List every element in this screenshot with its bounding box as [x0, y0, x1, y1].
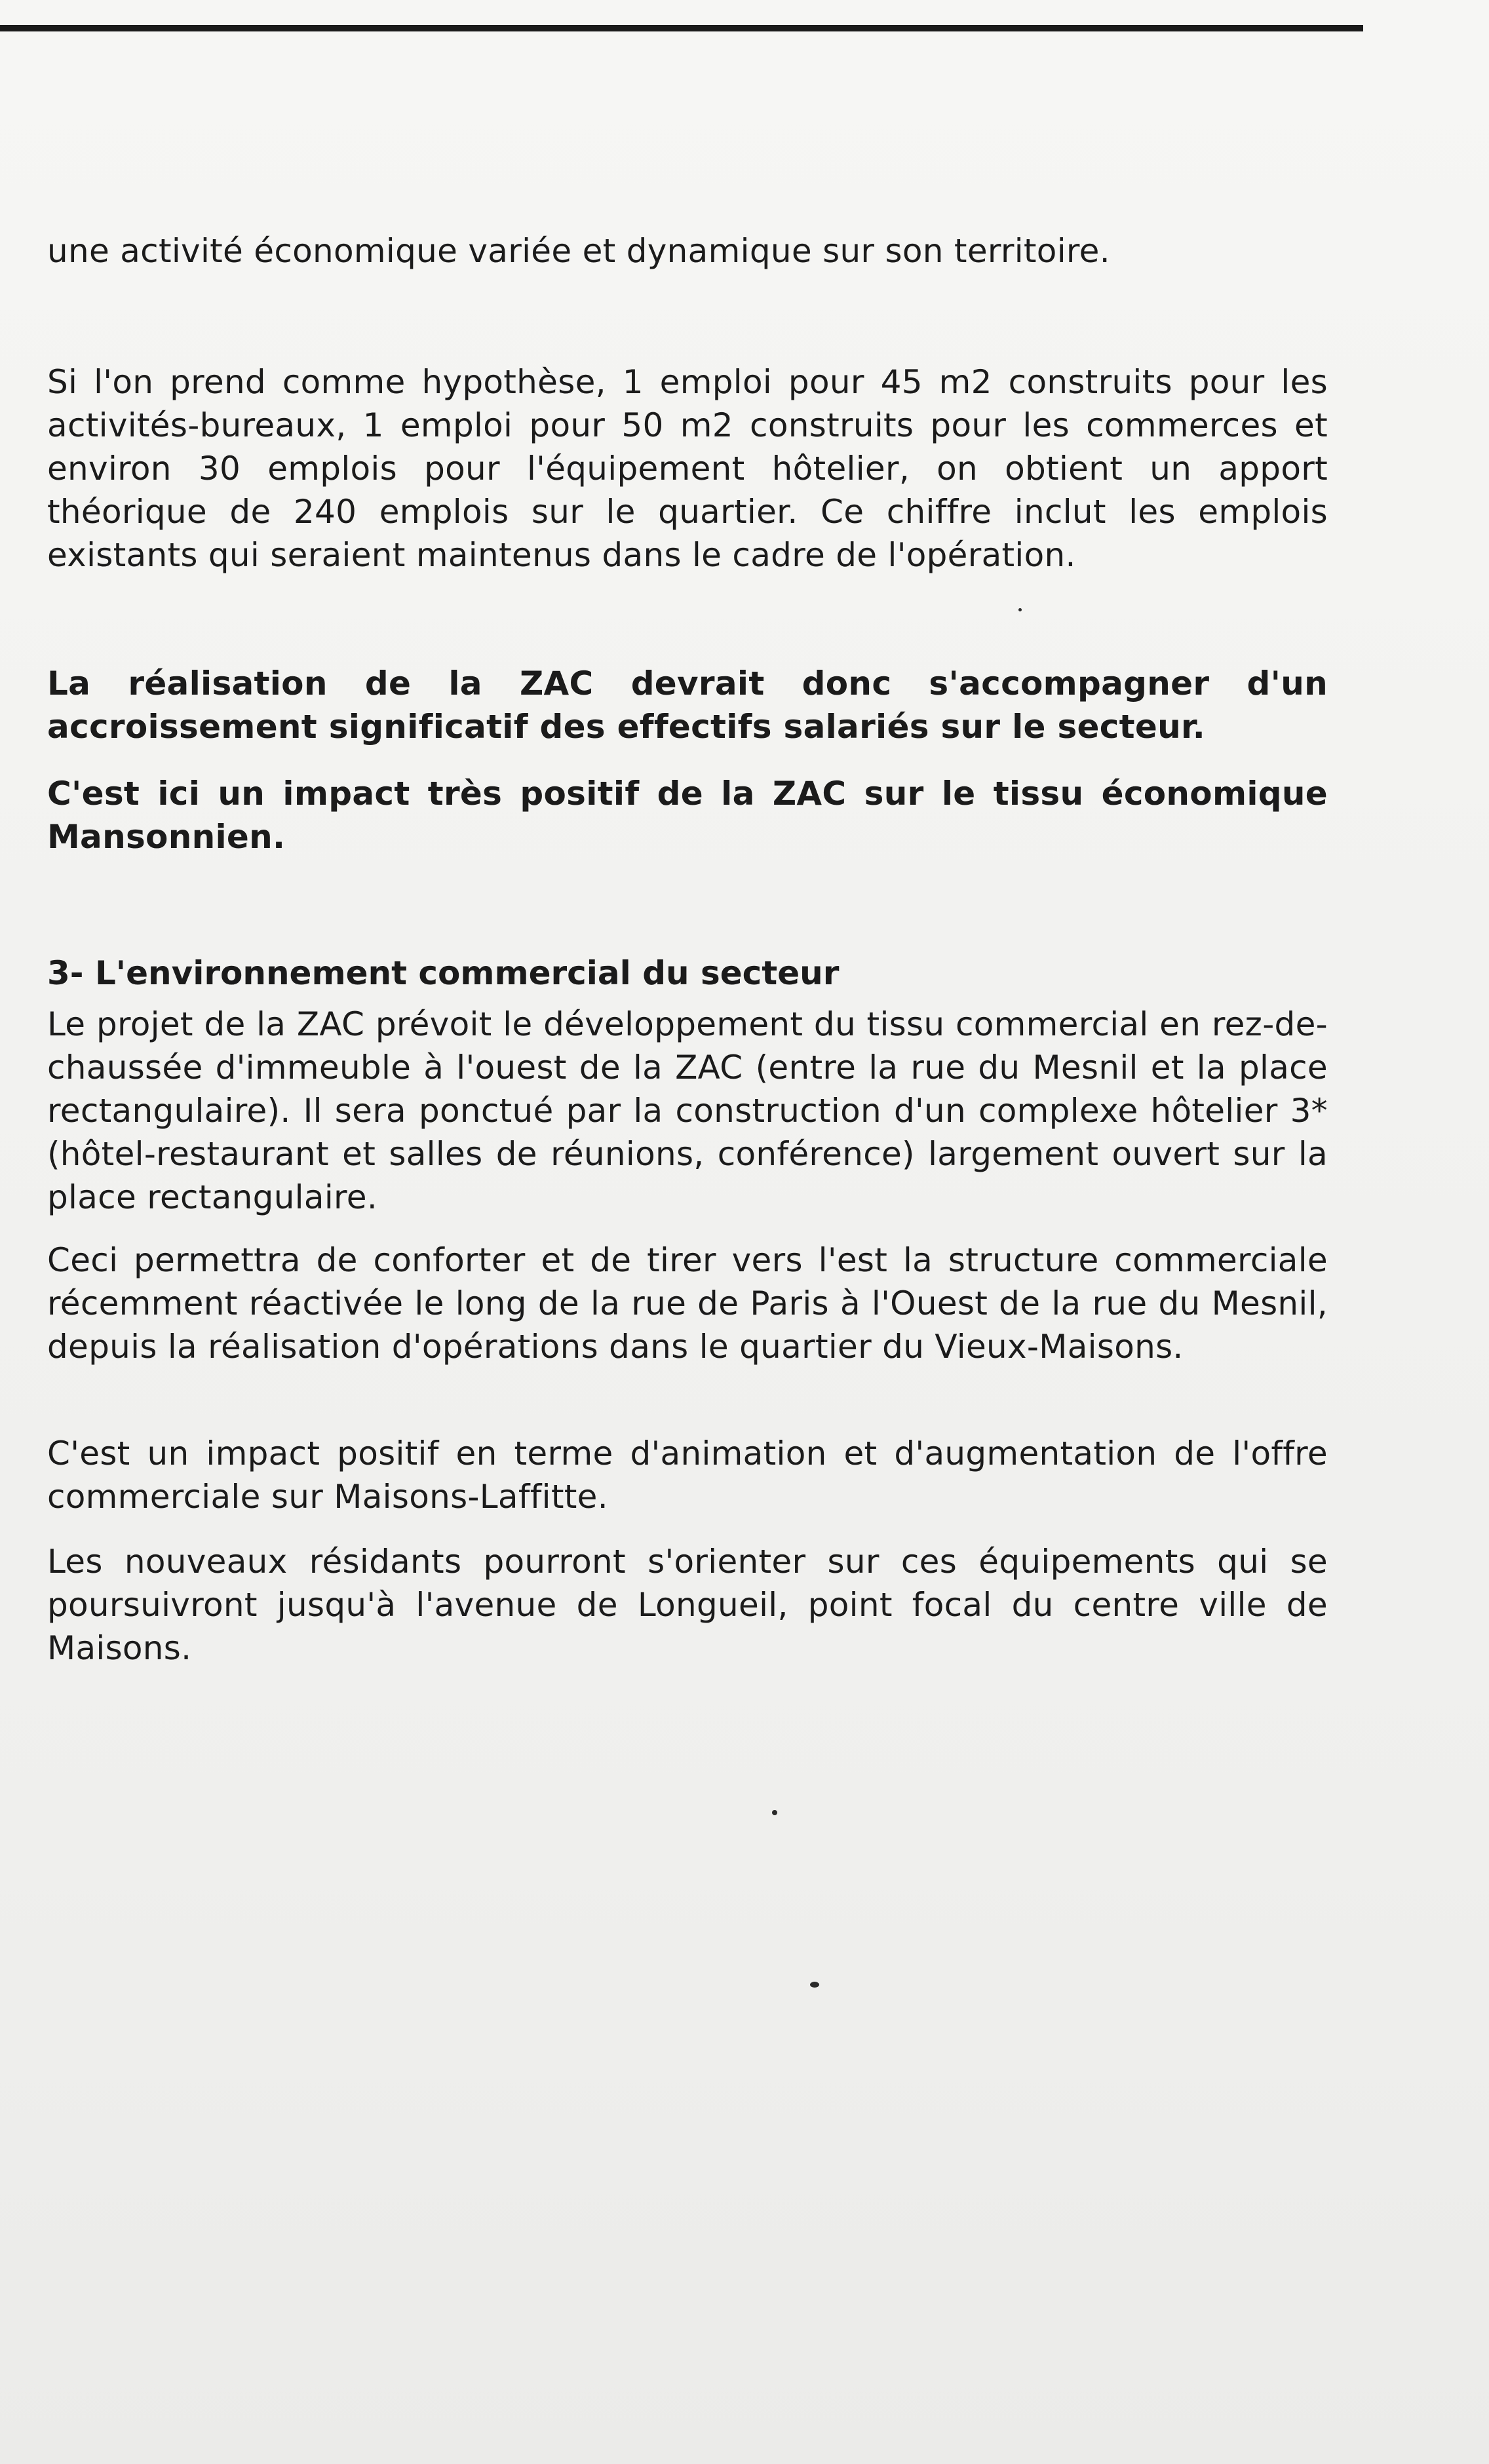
- paper-speck: [772, 1810, 777, 1815]
- paragraph-impact: C'est ici un impact très positif de la ZAC sur le tissu économique Mansonnien.: [47, 775, 1328, 856]
- paragraph-residants: Les nouveaux résidants pourront s'orienter sur ces équipements qui se poursuivront jusqu'à l'avenue de Longueil, point focal du centre ville de Maisons.: [47, 1543, 1328, 1667]
- top-rule: [0, 25, 1363, 31]
- paragraph-hypothese: Si l'on prend comme hypothèse, 1 emploi pour 45 m2 construits pour les activités-bureaux, 1 emploi pour 50 m2 construits pour les commerces et environ 30 emplois pour l'équipement hôtelier, on obtient un apport théorique de 240 emplois sur le quartier. Ce chiffre inclut les emplois existants qui seraient maintenus dans le cadre de l'opération.: [47, 363, 1328, 574]
- paper-speck: [1018, 608, 1022, 611]
- paragraph-ceci: Ceci permettra de conforter et de tirer vers l'est la structure commerciale récemment réactivée le long de la rue de Paris à l'Ouest de la rue du Mesnil, depuis la réalisation d'opérations dans le quartier du Vieux-Maisons.: [47, 1241, 1328, 1366]
- paragraph-realisation: La réalisation de la ZAC devrait donc s'accompagner d'un accroissement significatif des effectifs salariés sur le secteur.: [47, 664, 1328, 746]
- paragraph-projet: Le projet de la ZAC prévoit le développement du tissu commercial en rez-de-chaussée d'immeuble à l'ouest de la ZAC (entre la rue du Mesnil et la place rectangulaire). Il sera ponctué par la construction d'un complexe hôtelier 3* (hôtel-restaurant et salles de réunions, conférence) largement ouvert sur la place rectangulaire.: [47, 1005, 1328, 1216]
- paper-speck: [810, 1982, 819, 1988]
- intro-line: une activité économique variée et dynamique sur son territoire.: [47, 232, 1110, 270]
- section-heading: 3- L'environnement commercial du secteur: [47, 954, 840, 992]
- paragraph-animation: C'est un impact positif en terme d'animation et d'augmentation de l'offre commerciale sur Maisons-Laffitte.: [47, 1434, 1328, 1516]
